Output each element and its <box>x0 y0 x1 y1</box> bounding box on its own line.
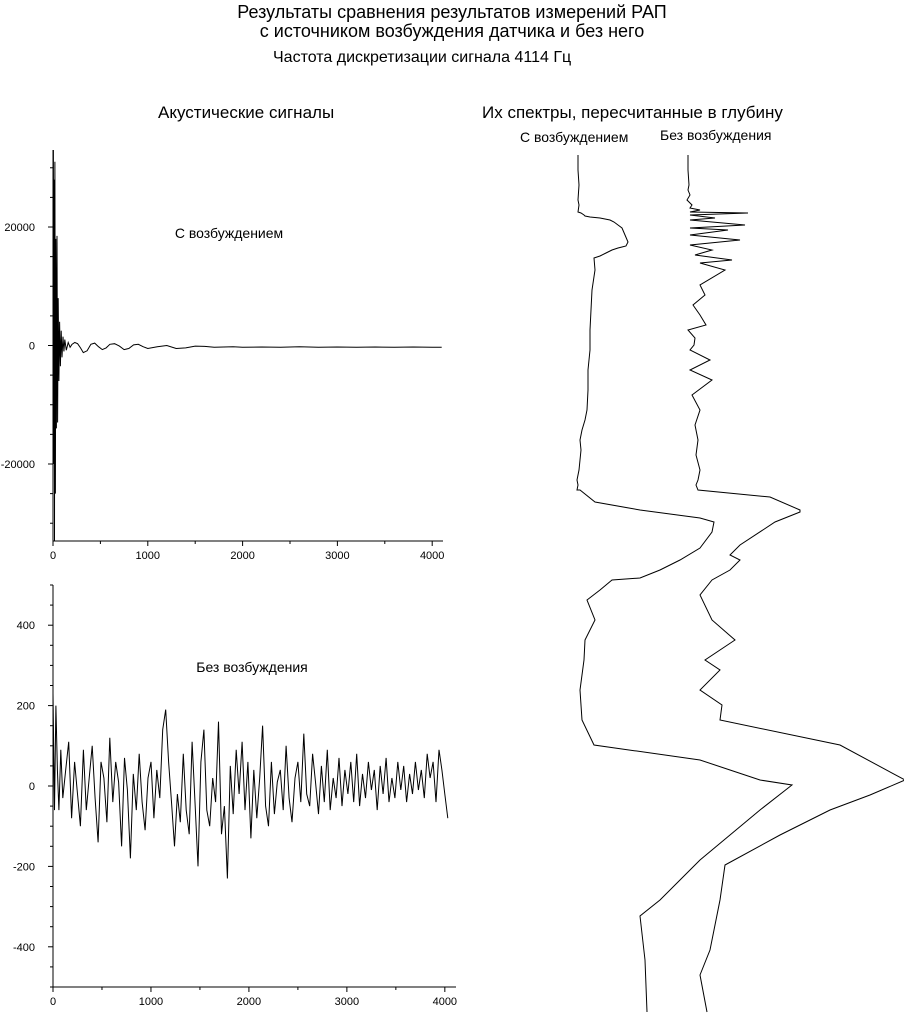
excited-signal-x-tick-label: 2000 <box>230 550 255 562</box>
sampling-rate-label: Частота дискретизации сигнала 4114 Гц <box>273 49 572 66</box>
unexcited-signal-y-tick-label: -200 <box>12 861 35 874</box>
acoustic-signals-heading: Акустические сигналы <box>158 103 335 122</box>
main-title-line2: с источником возбуждения датчика и без него <box>259 21 645 41</box>
excited-signal-y-tick-label: -20000 <box>0 458 35 471</box>
spectrum-label-excited: С возбуждением <box>520 129 629 145</box>
unexcited-signal-y-tick-label: -400 <box>12 941 35 954</box>
excited-signal-x-tick-label: 3000 <box>325 550 350 562</box>
excited-signal-annotation: С возбуждением <box>174 225 284 241</box>
unexcited-signal-y-tick-label: 0 <box>28 781 35 793</box>
unexcited-signal-plot <box>13 585 457 1008</box>
excited-signal-y-tick-label: 0 <box>28 340 35 353</box>
spectrum-unexcited-line <box>687 155 904 1012</box>
excited-signal-x-tick-label: 0 <box>49 550 57 562</box>
unexcited-signal-y-tick-label: 200 <box>16 700 35 713</box>
excited-signal-series-line <box>53 150 442 541</box>
spectrum-label-unexcited: Без возбуждения <box>660 127 772 143</box>
unexcited-signal-x-tick-label: 4000 <box>432 996 458 1008</box>
spectra-plot <box>577 155 904 1012</box>
unexcited-signal-annotation: Без возбуждения <box>196 659 308 675</box>
unexcited-signal-x-tick-label: 2000 <box>236 996 262 1008</box>
excited-signal-x-tick-label: 1000 <box>135 550 161 562</box>
unexcited-signal-x-tick-label: 1000 <box>138 996 164 1008</box>
unexcited-signal-series-line <box>53 694 448 879</box>
unexcited-signal-x-tick-label: 0 <box>49 996 57 1008</box>
unexcited-signal-x-tick-label: 3000 <box>334 996 360 1008</box>
unexcited-signal-y-tick-label: 400 <box>16 620 35 633</box>
excited-signal-plot <box>1 150 445 562</box>
excited-signal-y-tick-label: 20000 <box>4 222 35 235</box>
spectrum-excited-line <box>577 155 792 1012</box>
excited-signal-x-tick-label: 4000 <box>419 550 445 562</box>
main-title-line1: Результаты сравнения результатов измерений РАП <box>237 2 667 22</box>
spectra-heading: Их спектры, пересчитанные в глубину <box>482 103 783 122</box>
